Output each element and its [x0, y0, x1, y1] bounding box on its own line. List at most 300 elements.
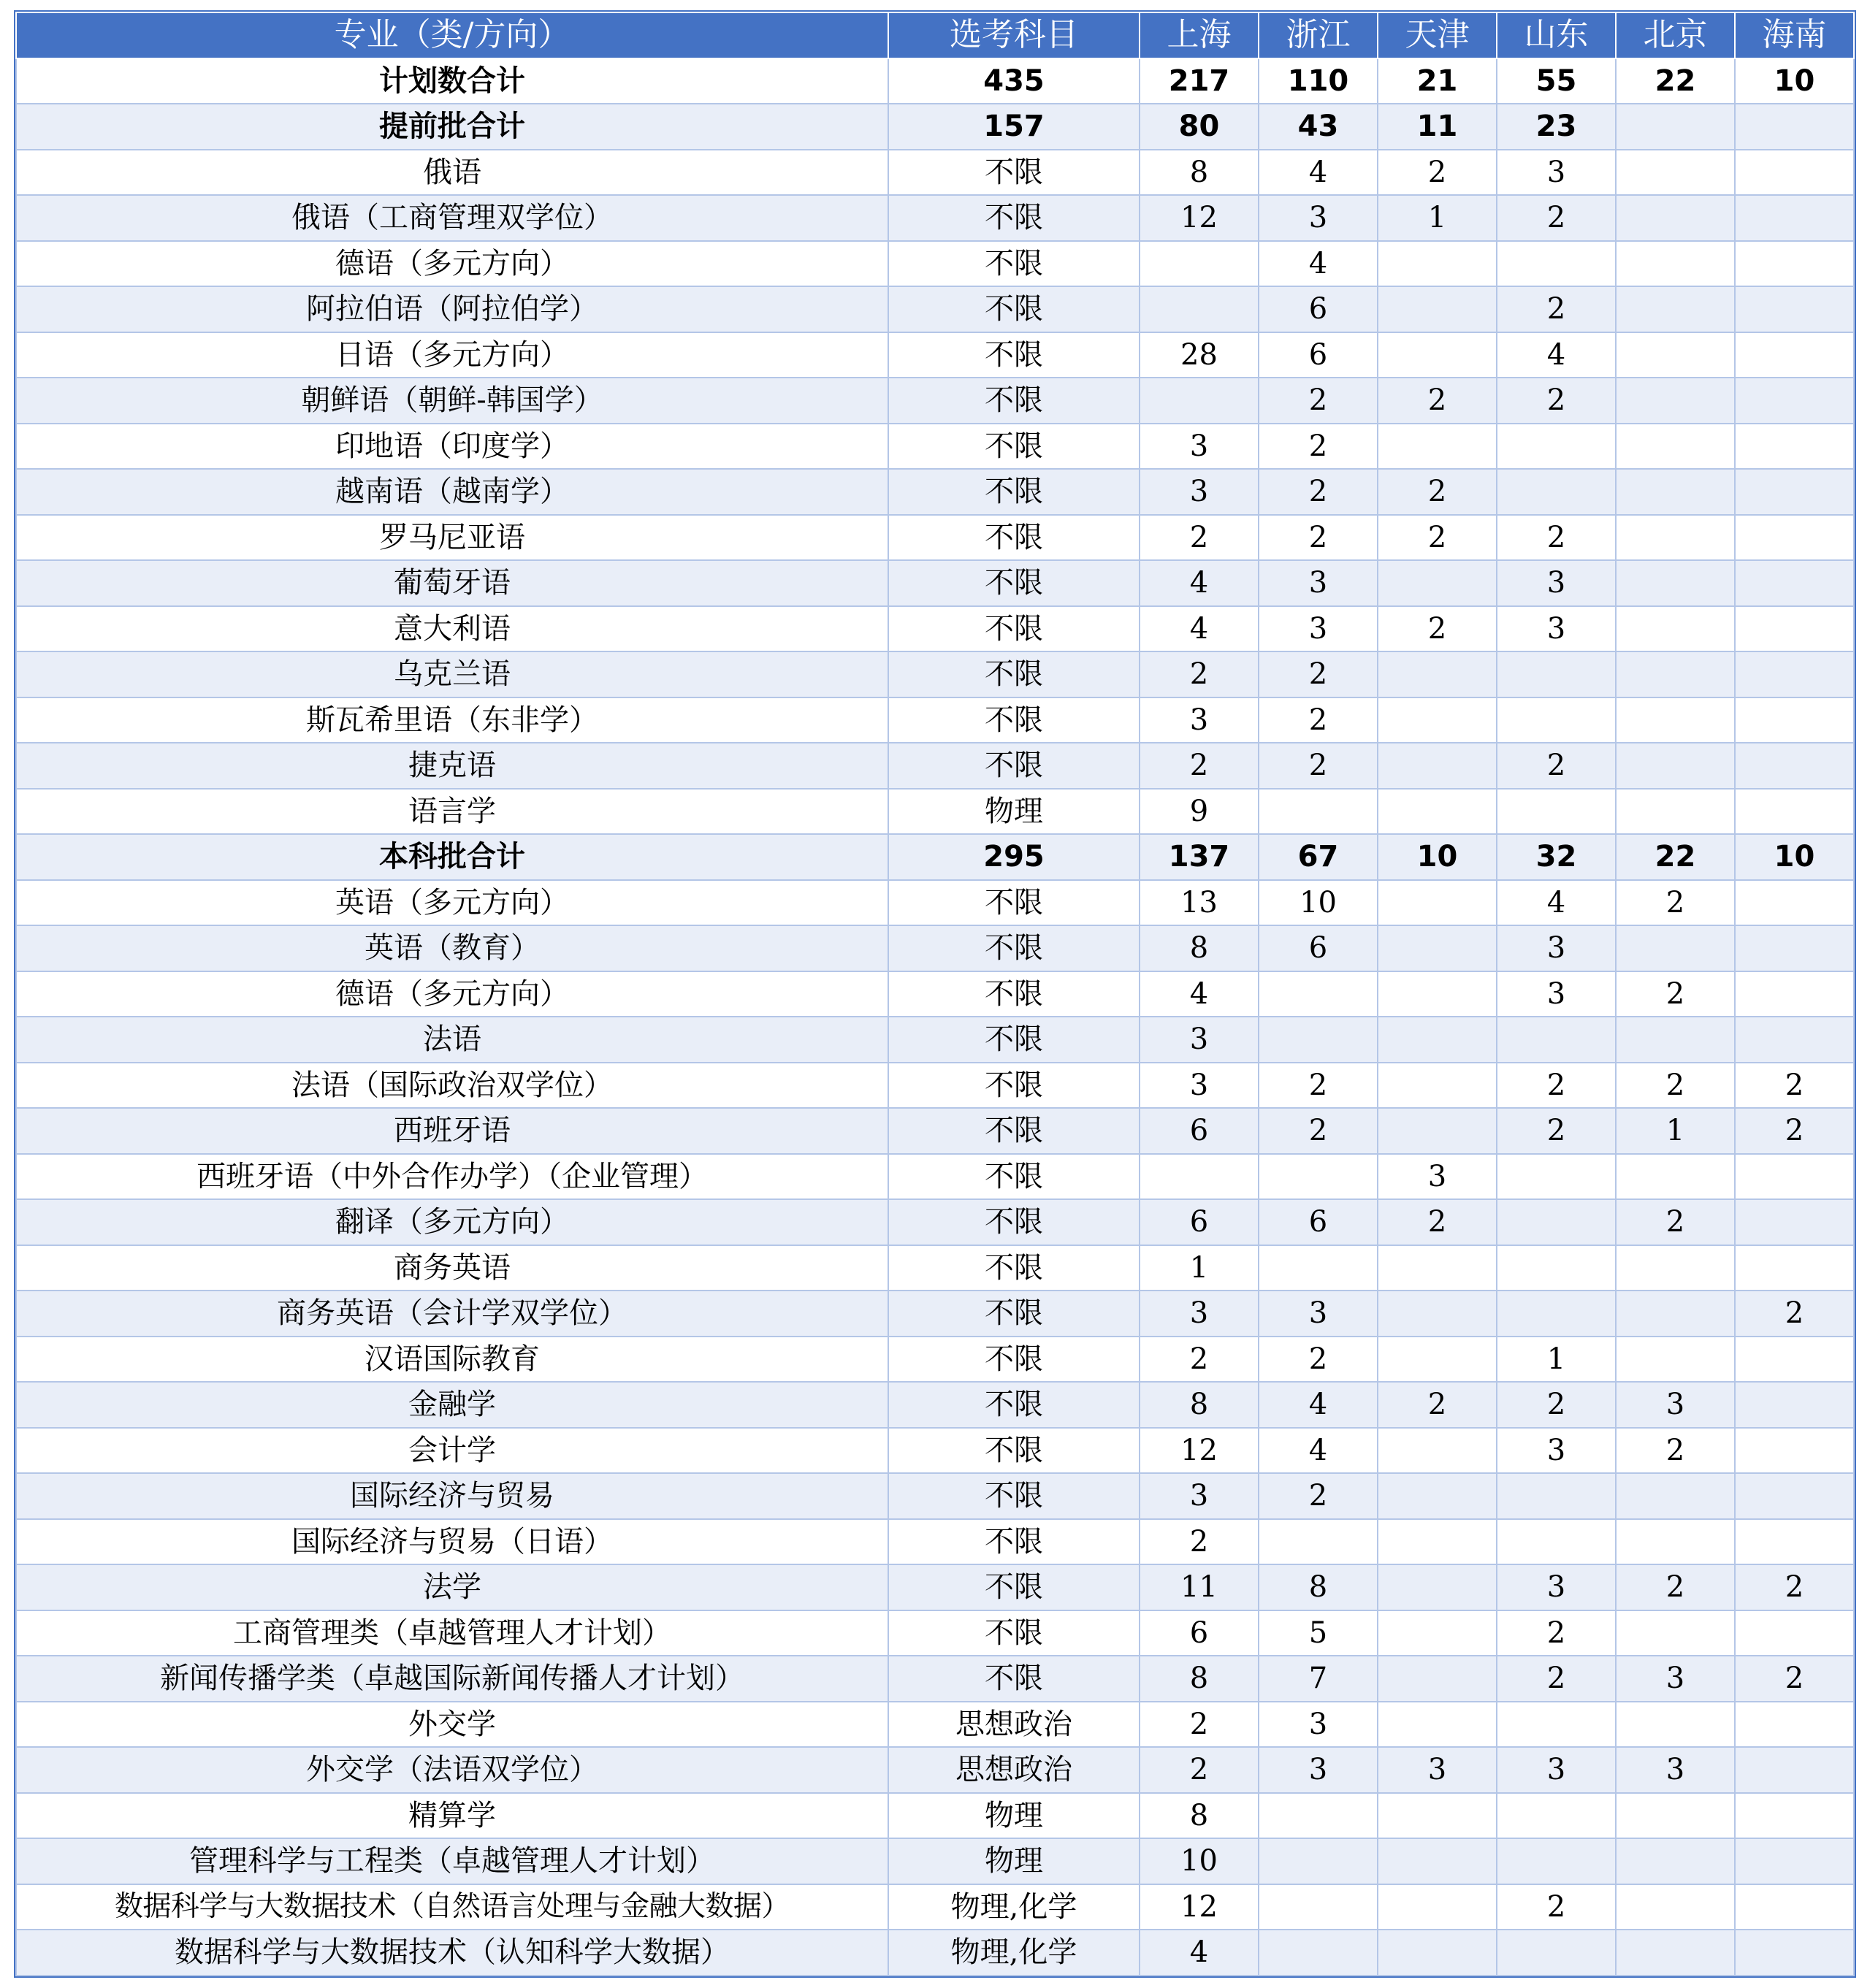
- count-cell-zhejiang: 3: [1259, 195, 1378, 241]
- count-cell-shandong: [1497, 424, 1616, 470]
- count-cell-shanghai: 8: [1140, 1656, 1259, 1702]
- total-count-cell: 157: [888, 104, 1140, 150]
- subject-cell: 不限: [888, 743, 1140, 789]
- count-cell-hainan: [1735, 1428, 1854, 1474]
- table-row: [16, 1337, 1854, 1383]
- count-cell-tianjin: [1378, 1564, 1497, 1610]
- count-cell-beijing: 2: [1616, 1199, 1735, 1245]
- count-cell-tianjin: [1378, 286, 1497, 332]
- count-cell-shanghai: 3: [1140, 424, 1259, 470]
- count-cell-zhejiang: [1259, 1017, 1378, 1063]
- count-cell-beijing: [1616, 150, 1735, 196]
- count-cell-zhejiang: 6: [1259, 1199, 1378, 1245]
- count-cell-hainan: [1735, 104, 1854, 150]
- count-cell-zhejiang: 6: [1259, 332, 1378, 378]
- count-cell-shandong: 3: [1497, 560, 1616, 606]
- count-cell-shandong: 2: [1497, 1884, 1616, 1930]
- count-cell-zhejiang: [1259, 1930, 1378, 1976]
- count-cell-shandong: [1497, 1473, 1616, 1519]
- count-cell-zhejiang: 2: [1259, 1063, 1378, 1109]
- count-cell-tianjin: 2: [1378, 378, 1497, 424]
- count-cell-shanghai: 3: [1140, 697, 1259, 743]
- count-cell-shanghai: 2: [1140, 651, 1259, 697]
- count-cell-shandong: [1497, 1245, 1616, 1291]
- header-province-shanghai: 上海: [1140, 12, 1259, 58]
- count-cell-shanghai: [1140, 286, 1259, 332]
- major-cell: 印地语（印度学）: [16, 424, 888, 470]
- count-cell-shandong: 3: [1497, 1747, 1616, 1793]
- count-cell-shanghai: 1: [1140, 1245, 1259, 1291]
- header-subject: 选考科目: [888, 12, 1140, 58]
- subject-cell: 不限: [888, 195, 1140, 241]
- subject-cell: 物理,化学: [888, 1930, 1140, 1976]
- count-cell-tianjin: [1378, 424, 1497, 470]
- table-row: [16, 606, 1854, 652]
- count-cell-hainan: [1735, 469, 1854, 515]
- subject-cell: 不限: [888, 1473, 1140, 1519]
- count-cell-hainan: [1735, 606, 1854, 652]
- count-cell-beijing: 22: [1616, 834, 1735, 880]
- subject-cell: 不限: [888, 1564, 1140, 1610]
- count-cell-tianjin: [1378, 1017, 1497, 1063]
- count-cell-hainan: [1735, 1473, 1854, 1519]
- count-cell-zhejiang: 5: [1259, 1610, 1378, 1656]
- major-cell: 捷克语: [16, 743, 888, 789]
- major-cell: 法学: [16, 1564, 888, 1610]
- count-cell-tianjin: [1378, 1838, 1497, 1884]
- count-cell-beijing: 2: [1616, 880, 1735, 926]
- subject-cell: 不限: [888, 1154, 1140, 1200]
- count-cell-hainan: [1735, 241, 1854, 287]
- count-cell-shandong: 32: [1497, 834, 1616, 880]
- count-cell-tianjin: [1378, 1884, 1497, 1930]
- subject-cell: 物理: [888, 1838, 1140, 1884]
- count-cell-shandong: 3: [1497, 971, 1616, 1017]
- count-cell-zhejiang: 67: [1259, 834, 1378, 880]
- count-cell-shanghai: 12: [1140, 1428, 1259, 1474]
- count-cell-tianjin: 2: [1378, 1382, 1497, 1428]
- count-cell-beijing: [1616, 1519, 1735, 1565]
- count-cell-beijing: 3: [1616, 1747, 1735, 1793]
- count-cell-tianjin: [1378, 880, 1497, 926]
- table-row: [16, 469, 1854, 515]
- count-cell-hainan: [1735, 651, 1854, 697]
- count-cell-hainan: [1735, 1930, 1854, 1976]
- major-cell: 工商管理类（卓越管理人才计划）: [16, 1610, 888, 1656]
- count-cell-zhejiang: 4: [1259, 1428, 1378, 1474]
- table-row: [16, 241, 1854, 287]
- table-row: [16, 1656, 1854, 1702]
- count-cell-tianjin: [1378, 743, 1497, 789]
- count-cell-tianjin: 2: [1378, 515, 1497, 561]
- count-cell-tianjin: 3: [1378, 1154, 1497, 1200]
- count-cell-shanghai: [1140, 1154, 1259, 1200]
- table-row: [16, 286, 1854, 332]
- count-cell-hainan: [1735, 1519, 1854, 1565]
- table-row: [16, 880, 1854, 926]
- count-cell-zhejiang: [1259, 1245, 1378, 1291]
- total-count-cell: 295: [888, 834, 1140, 880]
- count-cell-shanghai: 2: [1140, 1337, 1259, 1383]
- count-cell-tianjin: 2: [1378, 150, 1497, 196]
- count-cell-hainan: 2: [1735, 1291, 1854, 1337]
- count-cell-beijing: 3: [1616, 1656, 1735, 1702]
- count-cell-beijing: [1616, 195, 1735, 241]
- count-cell-tianjin: [1378, 925, 1497, 971]
- table-row: [16, 789, 1854, 835]
- count-cell-tianjin: [1378, 697, 1497, 743]
- count-cell-tianjin: [1378, 1702, 1497, 1748]
- count-cell-beijing: 22: [1616, 58, 1735, 104]
- count-cell-tianjin: [1378, 1428, 1497, 1474]
- count-cell-shandong: 3: [1497, 925, 1616, 971]
- count-cell-shandong: [1497, 697, 1616, 743]
- count-cell-beijing: [1616, 560, 1735, 606]
- table-row: [16, 1884, 1854, 1930]
- subject-cell: 不限: [888, 515, 1140, 561]
- major-cell: 本科批合计: [16, 834, 888, 880]
- table-row: [16, 1473, 1854, 1519]
- count-cell-zhejiang: [1259, 1838, 1378, 1884]
- header-province-zhejiang: 浙江: [1259, 12, 1378, 58]
- count-cell-tianjin: [1378, 332, 1497, 378]
- count-cell-hainan: 2: [1735, 1108, 1854, 1154]
- count-cell-shandong: 1: [1497, 1337, 1616, 1383]
- subject-cell: 不限: [888, 424, 1140, 470]
- major-cell: 数据科学与大数据技术（认知科学大数据）: [16, 1930, 888, 1976]
- table-row: [16, 1017, 1854, 1063]
- major-cell: 英语（教育）: [16, 925, 888, 971]
- count-cell-shanghai: 4: [1140, 606, 1259, 652]
- count-cell-zhejiang: [1259, 971, 1378, 1017]
- count-cell-tianjin: [1378, 1063, 1497, 1109]
- count-cell-tianjin: [1378, 789, 1497, 835]
- enrollment-plan-table: [15, 12, 1855, 1976]
- count-cell-tianjin: [1378, 1245, 1497, 1291]
- table-row: [16, 1108, 1854, 1154]
- count-cell-shandong: 2: [1497, 1063, 1616, 1109]
- subject-cell: 不限: [888, 1337, 1140, 1383]
- count-cell-zhejiang: 2: [1259, 424, 1378, 470]
- header-row: [16, 12, 1854, 58]
- count-cell-shanghai: 217: [1140, 58, 1259, 104]
- count-cell-beijing: 2: [1616, 1063, 1735, 1109]
- count-cell-tianjin: [1378, 1108, 1497, 1154]
- count-cell-hainan: 10: [1735, 58, 1854, 104]
- count-cell-zhejiang: 7: [1259, 1656, 1378, 1702]
- count-cell-hainan: [1735, 1154, 1854, 1200]
- count-cell-hainan: [1735, 150, 1854, 196]
- count-cell-hainan: [1735, 1747, 1854, 1793]
- count-cell-hainan: [1735, 743, 1854, 789]
- count-cell-shanghai: 2: [1140, 1519, 1259, 1565]
- major-cell: 精算学: [16, 1793, 888, 1839]
- count-cell-hainan: [1735, 1702, 1854, 1748]
- count-cell-zhejiang: 2: [1259, 1473, 1378, 1519]
- count-cell-beijing: 2: [1616, 1428, 1735, 1474]
- table-row: [16, 1519, 1854, 1565]
- subject-cell: 物理: [888, 1793, 1140, 1839]
- major-cell: 国际经济与贸易: [16, 1473, 888, 1519]
- count-cell-tianjin: [1378, 1610, 1497, 1656]
- count-cell-hainan: [1735, 332, 1854, 378]
- table-body: [16, 58, 1854, 1976]
- count-cell-shanghai: 12: [1140, 1884, 1259, 1930]
- major-cell: 俄语（工商管理双学位）: [16, 195, 888, 241]
- count-cell-tianjin: [1378, 241, 1497, 287]
- count-cell-shanghai: 13: [1140, 880, 1259, 926]
- major-cell: 语言学: [16, 789, 888, 835]
- major-cell: 日语（多元方向）: [16, 332, 888, 378]
- count-cell-tianjin: [1378, 971, 1497, 1017]
- count-cell-shandong: 23: [1497, 104, 1616, 150]
- major-cell: 商务英语: [16, 1245, 888, 1291]
- count-cell-zhejiang: 2: [1259, 378, 1378, 424]
- count-cell-zhejiang: 4: [1259, 150, 1378, 196]
- subject-cell: 不限: [888, 1382, 1140, 1428]
- count-cell-zhejiang: 4: [1259, 241, 1378, 287]
- table-row: [16, 1610, 1854, 1656]
- count-cell-shanghai: 4: [1140, 1930, 1259, 1976]
- count-cell-zhejiang: 3: [1259, 1747, 1378, 1793]
- subject-cell: 不限: [888, 880, 1140, 926]
- major-cell: 越南语（越南学）: [16, 469, 888, 515]
- count-cell-beijing: [1616, 1291, 1735, 1337]
- count-cell-shanghai: 6: [1140, 1199, 1259, 1245]
- subject-cell: 不限: [888, 1199, 1140, 1245]
- count-cell-beijing: [1616, 925, 1735, 971]
- table-row: [16, 1564, 1854, 1610]
- count-cell-shandong: [1497, 1793, 1616, 1839]
- count-cell-hainan: [1735, 1838, 1854, 1884]
- count-cell-shanghai: 6: [1140, 1108, 1259, 1154]
- count-cell-zhejiang: 8: [1259, 1564, 1378, 1610]
- count-cell-tianjin: 1: [1378, 195, 1497, 241]
- table-row: [16, 515, 1854, 561]
- count-cell-shanghai: 6: [1140, 1610, 1259, 1656]
- count-cell-zhejiang: 2: [1259, 743, 1378, 789]
- count-cell-shandong: 4: [1497, 880, 1616, 926]
- subject-cell: 物理: [888, 789, 1140, 835]
- count-cell-beijing: [1616, 1884, 1735, 1930]
- table-row: [16, 925, 1854, 971]
- count-cell-shandong: [1497, 1519, 1616, 1565]
- major-cell: 德语（多元方向）: [16, 971, 888, 1017]
- table-row: [16, 1199, 1854, 1245]
- subject-cell: 不限: [888, 378, 1140, 424]
- count-cell-beijing: 2: [1616, 1564, 1735, 1610]
- subject-cell: 不限: [888, 150, 1140, 196]
- count-cell-beijing: 1: [1616, 1108, 1735, 1154]
- count-cell-shandong: [1497, 1199, 1616, 1245]
- count-cell-zhejiang: 3: [1259, 606, 1378, 652]
- count-cell-zhejiang: [1259, 1793, 1378, 1839]
- count-cell-shanghai: 2: [1140, 743, 1259, 789]
- count-cell-shanghai: [1140, 378, 1259, 424]
- table-row: [16, 560, 1854, 606]
- count-cell-beijing: [1616, 697, 1735, 743]
- count-cell-shanghai: 8: [1140, 1382, 1259, 1428]
- count-cell-hainan: [1735, 424, 1854, 470]
- major-cell: 乌克兰语: [16, 651, 888, 697]
- table-row: [16, 971, 1854, 1017]
- table-row: [16, 195, 1854, 241]
- count-cell-shanghai: 9: [1140, 789, 1259, 835]
- count-cell-zhejiang: 2: [1259, 1108, 1378, 1154]
- count-cell-beijing: 3: [1616, 1382, 1735, 1428]
- count-cell-hainan: [1735, 697, 1854, 743]
- subject-cell: 不限: [888, 1063, 1140, 1109]
- count-cell-hainan: 2: [1735, 1656, 1854, 1702]
- count-cell-tianjin: 2: [1378, 606, 1497, 652]
- count-cell-zhejiang: 2: [1259, 1337, 1378, 1383]
- count-cell-shandong: 2: [1497, 1656, 1616, 1702]
- count-cell-zhejiang: 2: [1259, 651, 1378, 697]
- table-header: [16, 12, 1854, 58]
- subject-cell: 不限: [888, 1017, 1140, 1063]
- major-cell: 外交学（法语双学位）: [16, 1747, 888, 1793]
- count-cell-beijing: [1616, 1473, 1735, 1519]
- count-cell-hainan: [1735, 1884, 1854, 1930]
- count-cell-shanghai: 8: [1140, 925, 1259, 971]
- count-cell-shanghai: 2: [1140, 515, 1259, 561]
- total-row: [16, 104, 1854, 150]
- count-cell-hainan: [1735, 195, 1854, 241]
- major-cell: 管理科学与工程类（卓越管理人才计划）: [16, 1838, 888, 1884]
- count-cell-beijing: [1616, 1793, 1735, 1839]
- major-cell: 阿拉伯语（阿拉伯学）: [16, 286, 888, 332]
- count-cell-shandong: [1497, 1702, 1616, 1748]
- count-cell-shandong: [1497, 1291, 1616, 1337]
- count-cell-hainan: [1735, 1382, 1854, 1428]
- subject-cell: 不限: [888, 971, 1140, 1017]
- count-cell-beijing: [1616, 515, 1735, 561]
- count-cell-shanghai: 3: [1140, 1063, 1259, 1109]
- subject-cell: 不限: [888, 606, 1140, 652]
- count-cell-zhejiang: 2: [1259, 515, 1378, 561]
- header-province-shandong: 山东: [1497, 12, 1616, 58]
- major-cell: 西班牙语: [16, 1108, 888, 1154]
- count-cell-hainan: [1735, 378, 1854, 424]
- subject-cell: 不限: [888, 286, 1140, 332]
- subject-cell: 思想政治: [888, 1702, 1140, 1748]
- table-row: [16, 1702, 1854, 1748]
- count-cell-beijing: [1616, 1930, 1735, 1976]
- subject-cell: 不限: [888, 651, 1140, 697]
- total-count-cell: 435: [888, 58, 1140, 104]
- count-cell-shandong: 2: [1497, 743, 1616, 789]
- major-cell: 商务英语（会计学双学位）: [16, 1291, 888, 1337]
- count-cell-shandong: 2: [1497, 1382, 1616, 1428]
- header-province-tianjin: 天津: [1378, 12, 1497, 58]
- count-cell-shanghai: 2: [1140, 1702, 1259, 1748]
- count-cell-zhejiang: 4: [1259, 1382, 1378, 1428]
- count-cell-shandong: [1497, 1154, 1616, 1200]
- count-cell-shandong: [1497, 1930, 1616, 1976]
- major-cell: 法语（国际政治双学位）: [16, 1063, 888, 1109]
- count-cell-tianjin: [1378, 1930, 1497, 1976]
- table-row: [16, 1930, 1854, 1976]
- major-cell: 提前批合计: [16, 104, 888, 150]
- count-cell-beijing: [1616, 743, 1735, 789]
- major-cell: 意大利语: [16, 606, 888, 652]
- count-cell-shandong: 4: [1497, 332, 1616, 378]
- subject-cell: 不限: [888, 469, 1140, 515]
- count-cell-shandong: [1497, 241, 1616, 287]
- major-cell: 外交学: [16, 1702, 888, 1748]
- count-cell-beijing: [1616, 1702, 1735, 1748]
- total-row: [16, 58, 1854, 104]
- count-cell-shanghai: 137: [1140, 834, 1259, 880]
- subject-cell: 不限: [888, 241, 1140, 287]
- subject-cell: 思想政治: [888, 1747, 1140, 1793]
- table-row: [16, 1245, 1854, 1291]
- major-cell: 斯瓦希里语（东非学）: [16, 697, 888, 743]
- count-cell-shanghai: 80: [1140, 104, 1259, 150]
- count-cell-shandong: 55: [1497, 58, 1616, 104]
- count-cell-tianjin: [1378, 1291, 1497, 1337]
- count-cell-tianjin: [1378, 1656, 1497, 1702]
- table-row: [16, 1063, 1854, 1109]
- header-province-hainan: 海南: [1735, 12, 1854, 58]
- table-row: [16, 1382, 1854, 1428]
- table-row: [16, 378, 1854, 424]
- count-cell-zhejiang: 43: [1259, 104, 1378, 150]
- count-cell-shandong: 2: [1497, 1610, 1616, 1656]
- count-cell-shandong: 3: [1497, 1564, 1616, 1610]
- subject-cell: 不限: [888, 332, 1140, 378]
- count-cell-hainan: [1735, 515, 1854, 561]
- major-cell: 葡萄牙语: [16, 560, 888, 606]
- count-cell-hainan: [1735, 880, 1854, 926]
- subject-cell: 不限: [888, 1519, 1140, 1565]
- table-row: [16, 1793, 1854, 1839]
- table-row: [16, 651, 1854, 697]
- count-cell-beijing: [1616, 1610, 1735, 1656]
- major-cell: 金融学: [16, 1382, 888, 1428]
- count-cell-tianjin: [1378, 1473, 1497, 1519]
- major-cell: 德语（多元方向）: [16, 241, 888, 287]
- count-cell-beijing: [1616, 104, 1735, 150]
- count-cell-hainan: [1735, 925, 1854, 971]
- count-cell-hainan: [1735, 1245, 1854, 1291]
- table-row: [16, 1291, 1854, 1337]
- count-cell-shanghai: [1140, 241, 1259, 287]
- count-cell-shanghai: 3: [1140, 1291, 1259, 1337]
- count-cell-hainan: [1735, 1199, 1854, 1245]
- table-row: [16, 150, 1854, 196]
- count-cell-beijing: [1616, 332, 1735, 378]
- count-cell-shandong: [1497, 789, 1616, 835]
- count-cell-shandong: [1497, 1838, 1616, 1884]
- table-row: [16, 332, 1854, 378]
- table-row: [16, 697, 1854, 743]
- count-cell-shandong: 2: [1497, 1108, 1616, 1154]
- count-cell-tianjin: 2: [1378, 1199, 1497, 1245]
- major-cell: 西班牙语（中外合作办学）（企业管理）: [16, 1154, 888, 1200]
- subject-cell: 不限: [888, 1656, 1140, 1702]
- count-cell-shanghai: 11: [1140, 1564, 1259, 1610]
- count-cell-hainan: [1735, 971, 1854, 1017]
- count-cell-beijing: [1616, 286, 1735, 332]
- count-cell-shandong: 3: [1497, 606, 1616, 652]
- count-cell-hainan: [1735, 1793, 1854, 1839]
- count-cell-shandong: 3: [1497, 1428, 1616, 1474]
- count-cell-shandong: [1497, 1017, 1616, 1063]
- subject-cell: 不限: [888, 697, 1140, 743]
- count-cell-beijing: [1616, 378, 1735, 424]
- subject-cell: 物理,化学: [888, 1884, 1140, 1930]
